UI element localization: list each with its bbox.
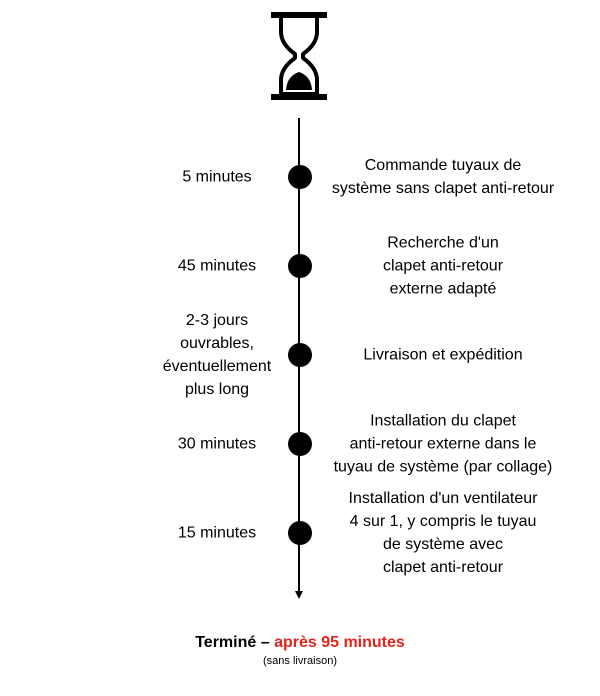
step-duration: 45 minutes [177, 257, 257, 275]
step-duration: 5 minutes [182, 168, 252, 186]
timeline-dot [288, 343, 312, 367]
timeline-dot [288, 521, 312, 545]
hourglass-icon [269, 10, 329, 102]
completion-label: Terminé [195, 634, 257, 651]
completion-summary [0, 632, 600, 668]
step-description: Commande tuyaux de système sans clapet anti-retour [331, 157, 555, 197]
step-description: Recherche d'un clapet anti-retour externe adapté [382, 234, 504, 298]
timeline-arrow-icon [295, 591, 303, 599]
step-duration: 30 minutes [177, 435, 257, 453]
step-duration: 15 minutes [177, 524, 257, 542]
timeline-dot [288, 432, 312, 456]
step-description: Livraison et expédition [363, 346, 523, 364]
step-description: Installation du clapet anti-retour externe dans le tuyau de système (par collage) [333, 412, 553, 476]
step-duration: 2-3 jours ouvrables, éventuellement plus long [162, 312, 272, 398]
completion-line [0, 632, 600, 654]
completion-note: (sans livraison) [263, 655, 337, 667]
timeline-dot [288, 254, 312, 278]
timeline-dot [288, 165, 312, 189]
completion-total-time: après 95 minutes [274, 634, 405, 651]
completion-dash: – [256, 634, 275, 651]
step-description: Installation d'un ventilateur 4 sur 1, y compris le tuyau de système avec clapet anti-retour [348, 490, 538, 576]
